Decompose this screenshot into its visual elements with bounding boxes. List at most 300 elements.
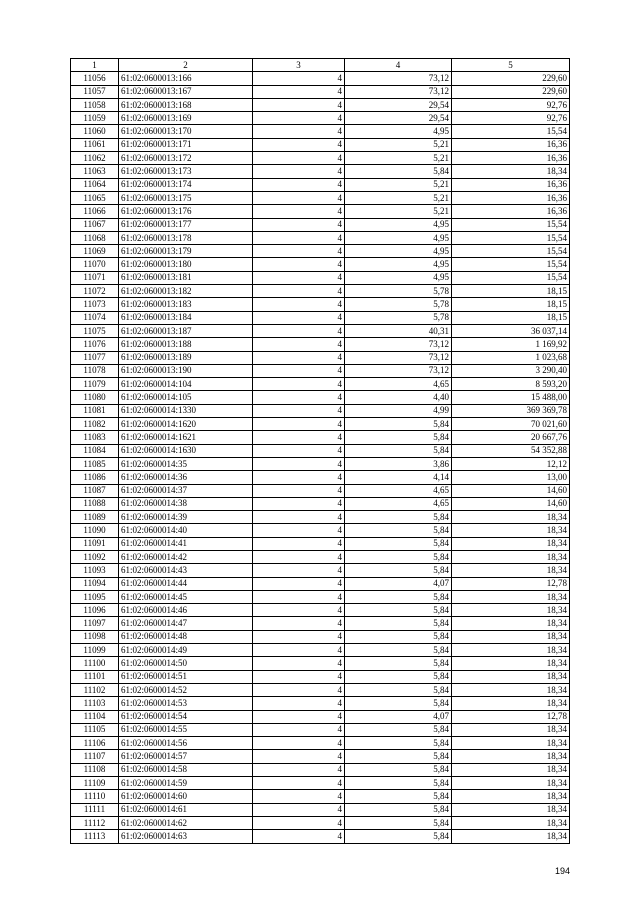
cell-cadastral-number: 61:02:0600014:37 (119, 484, 253, 497)
cell-category: 4 (253, 351, 345, 364)
cell-category: 4 (253, 710, 345, 723)
cell-cadastral-number: 61:02:0600014:52 (119, 683, 253, 696)
cell-amount: 12,12 (452, 457, 570, 470)
cell-rate: 73,12 (345, 364, 452, 377)
cell-rate: 3,86 (345, 457, 452, 470)
cell-cadastral-number: 61:02:0600014:58 (119, 763, 253, 776)
table-row (71, 378, 570, 391)
cell-amount: 15,54 (452, 245, 570, 258)
table-row (71, 790, 570, 803)
cell-row-number: 11101 (71, 670, 119, 683)
cell-amount: 18,34 (452, 617, 570, 630)
table-row (71, 404, 570, 417)
table-row (71, 577, 570, 590)
cell-row-number: 11088 (71, 497, 119, 510)
cell-rate: 5,84 (345, 590, 452, 603)
cell-amount: 18,15 (452, 285, 570, 298)
table-row (71, 271, 570, 284)
cell-amount: 18,34 (452, 790, 570, 803)
table-row (71, 431, 570, 444)
cell-category: 4 (253, 98, 345, 111)
cell-cadastral-number: 61:02:0600014:57 (119, 750, 253, 763)
cell-amount: 14,60 (452, 497, 570, 510)
cell-category: 4 (253, 138, 345, 151)
table-row (71, 112, 570, 125)
cell-amount: 15,54 (452, 218, 570, 231)
cell-category: 4 (253, 112, 345, 125)
cell-row-number: 11096 (71, 604, 119, 617)
cell-cadastral-number: 61:02:0600013:168 (119, 98, 253, 111)
cell-amount: 18,34 (452, 550, 570, 563)
cell-rate: 5,78 (345, 285, 452, 298)
cell-category: 4 (253, 418, 345, 431)
cell-amount: 18,34 (452, 683, 570, 696)
table-row (71, 444, 570, 457)
cell-cadastral-number: 61:02:0600013:188 (119, 338, 253, 351)
cell-amount: 18,34 (452, 723, 570, 736)
cell-amount: 18,34 (452, 763, 570, 776)
table-row (71, 550, 570, 563)
table-row (71, 670, 570, 683)
table-row (71, 72, 570, 85)
cell-category: 4 (253, 378, 345, 391)
cell-row-number: 11110 (71, 790, 119, 803)
cell-category: 4 (253, 723, 345, 736)
cell-category: 4 (253, 471, 345, 484)
cell-category: 4 (253, 670, 345, 683)
table-row (71, 777, 570, 790)
cell-row-number: 11111 (71, 803, 119, 816)
cell-amount: 18,34 (452, 670, 570, 683)
cell-cadastral-number: 61:02:0600014:44 (119, 577, 253, 590)
cell-rate: 5,84 (345, 683, 452, 696)
table-row (71, 723, 570, 736)
cell-rate: 5,21 (345, 152, 452, 165)
cell-rate: 29,54 (345, 112, 452, 125)
cell-amount: 18,34 (452, 604, 570, 617)
cell-rate: 4,14 (345, 471, 452, 484)
cell-row-number: 11098 (71, 630, 119, 643)
cell-cadastral-number: 61:02:0600013:176 (119, 205, 253, 218)
cell-amount: 92,76 (452, 98, 570, 111)
cell-amount: 16,36 (452, 152, 570, 165)
cell-amount: 229,60 (452, 72, 570, 85)
cell-row-number: 11061 (71, 138, 119, 151)
cell-amount: 18,34 (452, 524, 570, 537)
cell-category: 4 (253, 431, 345, 444)
table-row (71, 245, 570, 258)
cell-row-number: 11086 (71, 471, 119, 484)
cell-category: 4 (253, 790, 345, 803)
cell-row-number: 11073 (71, 298, 119, 311)
cell-amount: 16,36 (452, 178, 570, 191)
cell-category: 4 (253, 125, 345, 138)
table-row (71, 763, 570, 776)
cell-category: 4 (253, 338, 345, 351)
cell-rate: 73,12 (345, 338, 452, 351)
cell-row-number: 11077 (71, 351, 119, 364)
cell-amount: 18,34 (452, 737, 570, 750)
cell-row-number: 11067 (71, 218, 119, 231)
cell-rate: 5,21 (345, 178, 452, 191)
cell-cadastral-number: 61:02:0600013:180 (119, 258, 253, 271)
cell-rate: 5,84 (345, 750, 452, 763)
cell-rate: 5,84 (345, 803, 452, 816)
cell-rate: 4,40 (345, 391, 452, 404)
table-row (71, 803, 570, 816)
cell-rate: 5,84 (345, 617, 452, 630)
cell-category: 4 (253, 763, 345, 776)
cell-rate: 5,84 (345, 777, 452, 790)
cell-row-number: 11083 (71, 431, 119, 444)
cell-rate: 4,95 (345, 231, 452, 244)
table-row (71, 830, 570, 843)
cell-row-number: 11103 (71, 697, 119, 710)
cell-row-number: 11060 (71, 125, 119, 138)
cell-row-number: 11090 (71, 524, 119, 537)
table-row (71, 657, 570, 670)
table-row (71, 816, 570, 829)
cell-rate: 5,84 (345, 431, 452, 444)
cell-category: 4 (253, 644, 345, 657)
table-row (71, 484, 570, 497)
cell-cadastral-number: 61:02:0600014:62 (119, 816, 253, 829)
cell-row-number: 11081 (71, 404, 119, 417)
cell-rate: 5,84 (345, 604, 452, 617)
cell-amount: 12,78 (452, 577, 570, 590)
cell-cadastral-number: 61:02:0600014:51 (119, 670, 253, 683)
cell-category: 4 (253, 630, 345, 643)
cell-rate: 4,07 (345, 577, 452, 590)
cell-cadastral-number: 61:02:0600014:47 (119, 617, 253, 630)
cell-row-number: 11092 (71, 550, 119, 563)
table-row (71, 125, 570, 138)
cell-rate: 5,84 (345, 644, 452, 657)
cell-category: 4 (253, 830, 345, 843)
cell-cadastral-number: 61:02:0600013:178 (119, 231, 253, 244)
table-row (71, 604, 570, 617)
page-number: 194 (554, 866, 570, 876)
cell-amount: 1 023,68 (452, 351, 570, 364)
cell-cadastral-number: 61:02:0600013:172 (119, 152, 253, 165)
cell-amount: 8 593,20 (452, 378, 570, 391)
cell-cadastral-number: 61:02:0600013:179 (119, 245, 253, 258)
cell-amount: 369 369,78 (452, 404, 570, 417)
cell-cadastral-number: 61:02:0600013:166 (119, 72, 253, 85)
cell-cadastral-number: 61:02:0600014:41 (119, 537, 253, 550)
cell-amount: 18,34 (452, 537, 570, 550)
cell-rate: 5,21 (345, 191, 452, 204)
cell-row-number: 11094 (71, 577, 119, 590)
cell-amount: 16,36 (452, 191, 570, 204)
cell-category: 4 (253, 165, 345, 178)
cell-row-number: 11079 (71, 378, 119, 391)
cell-category: 4 (253, 697, 345, 710)
cell-row-number: 11104 (71, 710, 119, 723)
cell-cadastral-number: 61:02:0600014:1630 (119, 444, 253, 457)
cell-amount: 15,54 (452, 258, 570, 271)
cell-cadastral-number: 61:02:0600013:177 (119, 218, 253, 231)
cell-row-number: 11102 (71, 683, 119, 696)
cell-cadastral-number: 61:02:0600014:59 (119, 777, 253, 790)
cell-amount: 20 667,76 (452, 431, 570, 444)
cell-amount: 92,76 (452, 112, 570, 125)
cell-rate: 5,21 (345, 205, 452, 218)
cell-category: 4 (253, 178, 345, 191)
cell-row-number: 11095 (71, 590, 119, 603)
cell-category: 4 (253, 444, 345, 457)
cell-row-number: 11085 (71, 457, 119, 470)
cell-row-number: 11099 (71, 644, 119, 657)
table-row (71, 391, 570, 404)
cell-row-number: 11091 (71, 537, 119, 550)
table-row (71, 683, 570, 696)
cell-category: 4 (253, 537, 345, 550)
cell-rate: 5,84 (345, 630, 452, 643)
cell-category: 4 (253, 737, 345, 750)
cell-rate: 5,84 (345, 670, 452, 683)
cell-category: 4 (253, 550, 345, 563)
cell-cadastral-number: 61:02:0600014:53 (119, 697, 253, 710)
cell-category: 4 (253, 577, 345, 590)
cell-amount: 18,34 (452, 777, 570, 790)
cell-cadastral-number: 61:02:0600014:46 (119, 604, 253, 617)
cell-cadastral-number: 61:02:0600013:189 (119, 351, 253, 364)
cell-row-number: 11075 (71, 324, 119, 337)
cell-rate: 4,65 (345, 378, 452, 391)
cell-cadastral-number: 61:02:0600013:170 (119, 125, 253, 138)
cell-amount: 18,34 (452, 657, 570, 670)
cell-rate: 4,95 (345, 245, 452, 258)
data-table (70, 58, 570, 844)
cell-amount: 18,34 (452, 816, 570, 829)
cell-cadastral-number: 61:02:0600014:43 (119, 564, 253, 577)
cell-amount: 18,34 (452, 590, 570, 603)
cell-amount: 18,34 (452, 750, 570, 763)
cell-amount: 15 488,00 (452, 391, 570, 404)
table-row (71, 298, 570, 311)
cell-category: 4 (253, 511, 345, 524)
cell-rate: 5,84 (345, 511, 452, 524)
cell-cadastral-number: 61:02:0600014:40 (119, 524, 253, 537)
cell-rate: 5,84 (345, 524, 452, 537)
cell-row-number: 11074 (71, 311, 119, 324)
cell-category: 4 (253, 258, 345, 271)
cell-category: 4 (253, 590, 345, 603)
cell-amount: 15,54 (452, 231, 570, 244)
table-row (71, 710, 570, 723)
cell-row-number: 11066 (71, 205, 119, 218)
cell-row-number: 11063 (71, 165, 119, 178)
table-row (71, 418, 570, 431)
cell-cadastral-number: 61:02:0600014:63 (119, 830, 253, 843)
cell-amount: 15,54 (452, 125, 570, 138)
cell-category: 4 (253, 803, 345, 816)
cell-category: 4 (253, 271, 345, 284)
cell-category: 4 (253, 391, 345, 404)
cell-row-number: 11108 (71, 763, 119, 776)
cell-category: 4 (253, 245, 345, 258)
cell-amount: 36 037,14 (452, 324, 570, 337)
cell-amount: 18,34 (452, 697, 570, 710)
cell-cadastral-number: 61:02:0600013:187 (119, 324, 253, 337)
cell-cadastral-number: 61:02:0600013:175 (119, 191, 253, 204)
cell-cadastral-number: 61:02:0600014:104 (119, 378, 253, 391)
cell-amount: 18,34 (452, 165, 570, 178)
cell-row-number: 11057 (71, 85, 119, 98)
cell-rate: 5,84 (345, 537, 452, 550)
cell-category: 4 (253, 816, 345, 829)
table-row (71, 697, 570, 710)
cell-cadastral-number: 61:02:0600013:182 (119, 285, 253, 298)
cell-category: 4 (253, 404, 345, 417)
cell-amount: 16,36 (452, 138, 570, 151)
table-row (71, 644, 570, 657)
cell-amount: 18,34 (452, 830, 570, 843)
cell-row-number: 11093 (71, 564, 119, 577)
cell-category: 4 (253, 457, 345, 470)
cell-row-number: 11065 (71, 191, 119, 204)
cell-cadastral-number: 61:02:0600014:1621 (119, 431, 253, 444)
cell-rate: 4,95 (345, 258, 452, 271)
cell-cadastral-number: 61:02:0600014:1620 (119, 418, 253, 431)
table-body (71, 72, 570, 843)
table-row (71, 617, 570, 630)
cell-amount: 14,60 (452, 484, 570, 497)
cell-cadastral-number: 61:02:0600013:171 (119, 138, 253, 151)
table-row (71, 471, 570, 484)
header-row (71, 59, 570, 72)
cell-amount: 18,34 (452, 803, 570, 816)
cell-row-number: 11082 (71, 418, 119, 431)
cell-cadastral-number: 61:02:0600014:56 (119, 737, 253, 750)
cell-row-number: 11107 (71, 750, 119, 763)
cell-category: 4 (253, 604, 345, 617)
cell-row-number: 11070 (71, 258, 119, 271)
cell-cadastral-number: 61:02:0600014:61 (119, 803, 253, 816)
cell-category: 4 (253, 298, 345, 311)
cell-category: 4 (253, 205, 345, 218)
cell-category: 4 (253, 524, 345, 537)
cell-row-number: 11076 (71, 338, 119, 351)
cell-amount: 18,34 (452, 564, 570, 577)
cell-rate: 5,84 (345, 790, 452, 803)
cell-rate: 4,99 (345, 404, 452, 417)
cell-cadastral-number: 61:02:0600014:49 (119, 644, 253, 657)
cell-amount: 18,34 (452, 511, 570, 524)
cell-category: 4 (253, 750, 345, 763)
cell-cadastral-number: 61:02:0600014:1330 (119, 404, 253, 417)
cell-amount: 229,60 (452, 85, 570, 98)
cell-row-number: 11071 (71, 271, 119, 284)
cell-rate: 5,84 (345, 697, 452, 710)
table-row (71, 338, 570, 351)
cell-row-number: 11105 (71, 723, 119, 736)
cell-category: 4 (253, 218, 345, 231)
cell-category: 4 (253, 497, 345, 510)
cell-cadastral-number: 61:02:0600013:169 (119, 112, 253, 125)
cell-rate: 73,12 (345, 72, 452, 85)
cell-amount: 54 352,88 (452, 444, 570, 457)
cell-rate: 5,84 (345, 418, 452, 431)
cell-category: 4 (253, 152, 345, 165)
cell-cadastral-number: 61:02:0600013:181 (119, 271, 253, 284)
cell-row-number: 11106 (71, 737, 119, 750)
table-row (71, 231, 570, 244)
cell-rate: 5,84 (345, 165, 452, 178)
cell-cadastral-number: 61:02:0600013:174 (119, 178, 253, 191)
cell-rate: 5,84 (345, 737, 452, 750)
table-row (71, 351, 570, 364)
table-row (71, 205, 570, 218)
cell-cadastral-number: 61:02:0600014:54 (119, 710, 253, 723)
cell-rate: 5,78 (345, 298, 452, 311)
table-row (71, 497, 570, 510)
cell-row-number: 11089 (71, 511, 119, 524)
table-row (71, 537, 570, 550)
cell-rate: 4,65 (345, 497, 452, 510)
cell-rate: 5,84 (345, 830, 452, 843)
cell-rate: 5,84 (345, 763, 452, 776)
cell-rate: 4,95 (345, 218, 452, 231)
cell-cadastral-number: 61:02:0600014:39 (119, 511, 253, 524)
table-row (71, 258, 570, 271)
table-row (71, 191, 570, 204)
cell-rate: 40,31 (345, 324, 452, 337)
table-row (71, 564, 570, 577)
cell-category: 4 (253, 364, 345, 377)
cell-rate: 29,54 (345, 98, 452, 111)
cell-row-number: 11080 (71, 391, 119, 404)
cell-amount: 70 021,60 (452, 418, 570, 431)
cell-row-number: 11084 (71, 444, 119, 457)
cell-row-number: 11059 (71, 112, 119, 125)
cell-rate: 5,21 (345, 138, 452, 151)
table-row (71, 138, 570, 151)
cell-row-number: 11109 (71, 777, 119, 790)
cell-row-number: 11100 (71, 657, 119, 670)
cell-cadastral-number: 61:02:0600013:173 (119, 165, 253, 178)
cell-cadastral-number: 61:02:0600014:36 (119, 471, 253, 484)
column-header-1: 1 (71, 59, 119, 72)
table-row (71, 630, 570, 643)
cell-cadastral-number: 61:02:0600014:55 (119, 723, 253, 736)
cell-rate: 5,78 (345, 311, 452, 324)
cell-cadastral-number: 61:02:0600014:45 (119, 590, 253, 603)
cell-amount: 18,34 (452, 644, 570, 657)
cell-amount: 18,34 (452, 630, 570, 643)
cell-row-number: 11064 (71, 178, 119, 191)
table-row (71, 218, 570, 231)
cell-row-number: 11112 (71, 816, 119, 829)
cell-row-number: 11062 (71, 152, 119, 165)
cell-category: 4 (253, 311, 345, 324)
cell-cadastral-number: 61:02:0600014:105 (119, 391, 253, 404)
cell-cadastral-number: 61:02:0600013:167 (119, 85, 253, 98)
cell-rate: 5,84 (345, 550, 452, 563)
table-row (71, 85, 570, 98)
cell-category: 4 (253, 285, 345, 298)
cell-category: 4 (253, 777, 345, 790)
cell-cadastral-number: 61:02:0600014:48 (119, 630, 253, 643)
cell-category: 4 (253, 85, 345, 98)
cell-row-number: 11113 (71, 830, 119, 843)
cell-rate: 73,12 (345, 351, 452, 364)
table-row (71, 737, 570, 750)
table-row (71, 165, 570, 178)
cell-rate: 5,84 (345, 444, 452, 457)
table-row (71, 511, 570, 524)
